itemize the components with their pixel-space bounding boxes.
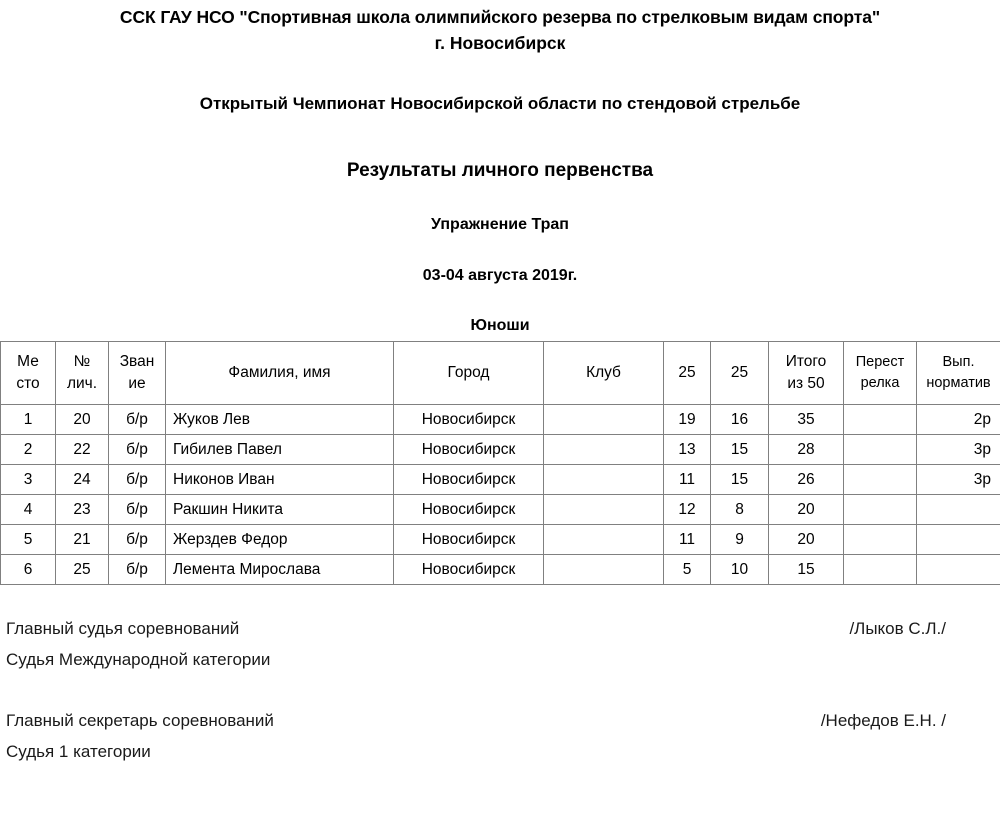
cell-number: 20 <box>56 405 109 435</box>
header-norm-line2: норматив <box>926 375 991 391</box>
results-table <box>0 341 1000 585</box>
cell-city: Новосибирск <box>394 435 544 465</box>
header-number-line2: лич. <box>66 375 98 392</box>
cell-norm: 2р <box>917 405 1000 435</box>
signature-row <box>6 620 994 637</box>
cell-shootoff <box>844 435 917 465</box>
organization-city: г. Новосибирск <box>434 32 566 53</box>
cell-club <box>544 495 664 525</box>
header-rank-line1: Зван <box>119 352 155 370</box>
header-place-line2: сто <box>16 375 40 392</box>
signature-role: Главный судья соревнований <box>6 619 240 638</box>
results-table-container <box>0 341 1000 585</box>
results-table-body <box>1 405 1000 585</box>
cell-series-1: 11 <box>664 465 711 495</box>
signature-chief-secretary <box>6 712 994 760</box>
signature-block <box>6 620 994 760</box>
cell-name: Жерздев Федор <box>166 525 394 555</box>
cell-place: 4 <box>1 495 56 525</box>
header-total-line1: Итого <box>785 352 827 370</box>
cell-club <box>544 435 664 465</box>
header-norm <box>917 342 1000 405</box>
cell-rank: б/р <box>109 435 166 465</box>
cell-name: Лемента Мирослава <box>166 555 394 585</box>
header-shootoff <box>844 342 917 405</box>
header-city: Город <box>394 342 544 405</box>
signature-name: /Нефедов Е.Н. / <box>820 711 946 730</box>
cell-place: 6 <box>1 555 56 585</box>
cell-total: 28 <box>769 435 844 465</box>
cell-place: 5 <box>1 525 56 555</box>
cell-series-1: 5 <box>664 555 711 585</box>
signature-subtitle: Судья 1 категории <box>6 742 151 761</box>
cell-city: Новосибирск <box>394 405 544 435</box>
signature-subtitle: Судья Международной категории <box>6 650 271 669</box>
discipline-title: Упражнение Трап <box>431 215 569 233</box>
header-total-line2: из 50 <box>787 375 825 392</box>
cell-total: 26 <box>769 465 844 495</box>
table-row <box>1 555 1000 585</box>
table-row <box>1 525 1000 555</box>
cell-norm <box>917 555 1000 585</box>
cell-city: Новосибирск <box>394 525 544 555</box>
cell-shootoff <box>844 555 917 585</box>
signature-chief-judge <box>6 620 994 668</box>
cell-series-1: 12 <box>664 495 711 525</box>
cell-series-2: 8 <box>711 495 769 525</box>
cell-club <box>544 525 664 555</box>
cell-place: 1 <box>1 405 56 435</box>
cell-rank: б/р <box>109 465 166 495</box>
cell-name: Ракшин Никита <box>166 495 394 525</box>
cell-city: Новосибирск <box>394 495 544 525</box>
header-number <box>56 342 109 405</box>
cell-series-2: 15 <box>711 435 769 465</box>
signature-name: /Лыков С.Л./ <box>849 619 946 638</box>
cell-name: Никонов Иван <box>166 465 394 495</box>
results-title: Результаты личного первенства <box>346 160 654 182</box>
cell-name: Жуков Лев <box>166 405 394 435</box>
table-row <box>1 435 1000 465</box>
cell-place: 3 <box>1 465 56 495</box>
cell-club <box>544 405 664 435</box>
header-place <box>1 342 56 405</box>
cell-norm <box>917 525 1000 555</box>
cell-name: Гибилев Павел <box>166 435 394 465</box>
signature-row <box>6 712 994 729</box>
category-title: Юноши <box>470 317 530 335</box>
cell-series-2: 16 <box>711 405 769 435</box>
cell-total: 35 <box>769 405 844 435</box>
cell-rank: б/р <box>109 525 166 555</box>
document-heading-block <box>0 0 1000 337</box>
cell-norm: 3р <box>917 435 1000 465</box>
cell-total: 20 <box>769 495 844 525</box>
header-shootoff-line2: релка <box>860 375 900 391</box>
header-shootoff-line1: Перест <box>855 353 905 370</box>
cell-total: 15 <box>769 555 844 585</box>
table-row <box>1 405 1000 435</box>
cell-rank: б/р <box>109 555 166 585</box>
signature-spacer <box>6 668 994 712</box>
header-number-line1: № <box>73 352 91 370</box>
table-row <box>1 465 1000 495</box>
cell-series-1: 13 <box>664 435 711 465</box>
cell-total: 20 <box>769 525 844 555</box>
cell-series-2: 15 <box>711 465 769 495</box>
cell-place: 2 <box>1 435 56 465</box>
cell-series-1: 11 <box>664 525 711 555</box>
header-total <box>769 342 844 405</box>
header-norm-line1: Вып. <box>942 353 975 370</box>
cell-number: 25 <box>56 555 109 585</box>
table-row <box>1 495 1000 525</box>
event-title: Открытый Чемпионат Новосибирской области по стендовой стрельбе <box>199 94 801 114</box>
cell-norm: 3р <box>917 465 1000 495</box>
signature-role: Главный секретарь соревнований <box>6 711 274 730</box>
cell-shootoff <box>844 405 917 435</box>
cell-club <box>544 555 664 585</box>
header-rank-line2: ие <box>128 375 146 392</box>
cell-series-1: 19 <box>664 405 711 435</box>
cell-number: 23 <box>56 495 109 525</box>
header-place-line1: Ме <box>17 352 39 370</box>
cell-shootoff <box>844 495 917 525</box>
cell-series-2: 10 <box>711 555 769 585</box>
cell-series-2: 9 <box>711 525 769 555</box>
cell-rank: б/р <box>109 405 166 435</box>
header-series-1: 25 <box>664 342 711 405</box>
event-date: 03-04 августа 2019г. <box>422 267 578 285</box>
cell-norm <box>917 495 1000 525</box>
header-club: Клуб <box>544 342 664 405</box>
organization-title: ССК ГАУ НСО "Спортивная школа олимпийского резерва по стрелковым видам спорта" <box>119 7 881 27</box>
cell-number: 21 <box>56 525 109 555</box>
cell-number: 22 <box>56 435 109 465</box>
header-rank <box>109 342 166 405</box>
cell-number: 24 <box>56 465 109 495</box>
header-series-2: 25 <box>711 342 769 405</box>
cell-shootoff <box>844 525 917 555</box>
cell-city: Новосибирск <box>394 465 544 495</box>
header-name: Фамилия, имя <box>166 342 394 405</box>
cell-rank: б/р <box>109 495 166 525</box>
cell-shootoff <box>844 465 917 495</box>
cell-club <box>544 465 664 495</box>
table-header-row <box>1 342 1000 405</box>
cell-city: Новосибирск <box>394 555 544 585</box>
